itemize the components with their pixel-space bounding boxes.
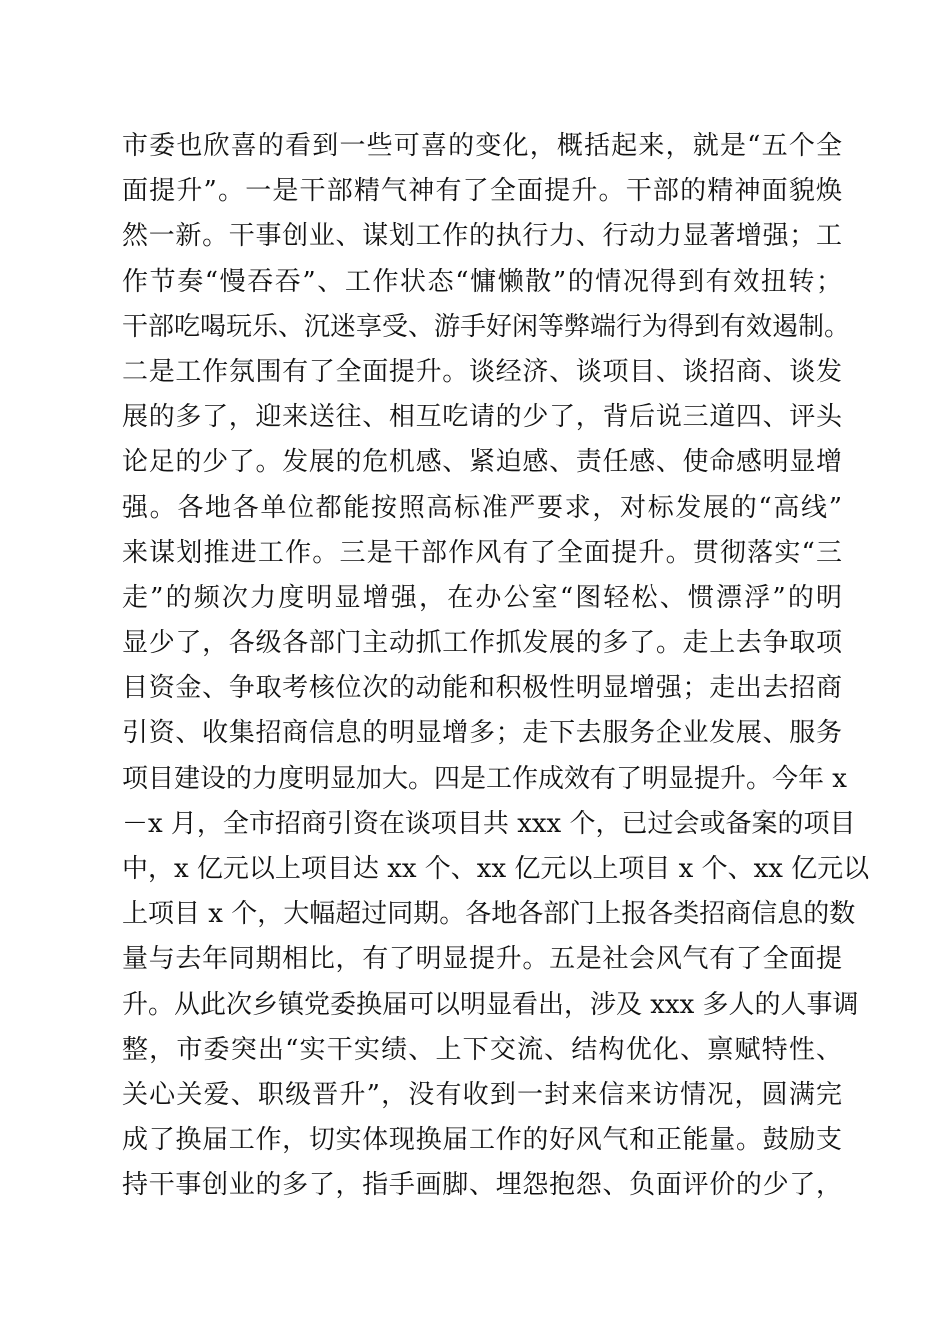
text-line: －x 月，全市招商引资在谈项目共 xxx 个，已过会或备案的项目: [122, 808, 856, 839]
text-line: 项目建设的力度明显加大。四是工作成效有了明显提升。今年 x: [122, 763, 847, 794]
text-line: 作节奏“慢吞吞”、工作状态“慵懒散”的情况得到有效扭转；: [122, 266, 842, 297]
text-line: 引资、收集招商信息的明显增多；走下去服务企业发展、服务: [122, 718, 842, 749]
text-line: 显少了，各级各部门主动抓工作抓发展的多了。走上去争取项: [122, 628, 842, 659]
text-line: 持干事创业的多了，指手画脚、埋怨抱怨、负面评价的少了，: [122, 1170, 842, 1201]
text-line: 干部吃喝玩乐、沉迷享受、游手好闲等弊端行为得到有效遏制。: [122, 311, 851, 342]
text-line: 然一新。干事创业、谋划工作的执行力、行动力显著增强；工: [122, 221, 842, 252]
text-line: 中，x 亿元以上项目达 xx 个、xx 亿元以上项目 x 个、xx 亿元以: [122, 854, 870, 884]
text-line: 升。从此次乡镇党委换届可以明显看出，涉及 xxx 多人的人事调: [122, 989, 859, 1020]
text-line: 走”的频次力度明显增强，在办公室“图轻松、惯漂浮”的明: [122, 582, 842, 613]
text-line: 成了换届工作，切实体现换届工作的好风气和正能量。鼓励支: [122, 1125, 842, 1156]
text-line: 关心关爱、职级晋升”，没有收到一封来信来访情况，圆满完: [122, 1079, 842, 1110]
text-line: 上项目 x 个，大幅超过同期。各地各部门上报各类招商信息的数: [122, 899, 856, 930]
text-line: 市委也欣喜的看到一些可喜的变化，概括起来，就是“五个全: [122, 131, 842, 161]
text-line: 面提升”。一是干部精气神有了全面提升。干部的精神面貌焕: [122, 176, 842, 207]
text-line: 量与去年同期相比，有了明显提升。五是社会风气有了全面提: [122, 944, 842, 975]
body-text: [122, 124, 870, 1209]
text-line: 强。各地各单位都能按照高标准严要求，对标发展的“高线”: [122, 492, 842, 523]
text-line: 整，市委突出“实干实绩、上下交流、结构优化、禀赋特性、: [122, 1034, 842, 1065]
text-line: 目资金、争取考核位次的动能和积极性明显增强；走出去招商: [122, 673, 842, 704]
text-line: 二是工作氛围有了全面提升。谈经济、谈项目、谈招商、谈发: [122, 356, 842, 387]
text-line: 论足的少了。发展的危机感、紧迫感、责任感、使命感明显增: [122, 447, 842, 478]
text-line: 来谋划推进工作。三是干部作风有了全面提升。贯彻落实“三: [122, 537, 842, 568]
text-line: 展的多了，迎来送往、相互吃请的少了，背后说三道四、评头: [122, 402, 842, 433]
